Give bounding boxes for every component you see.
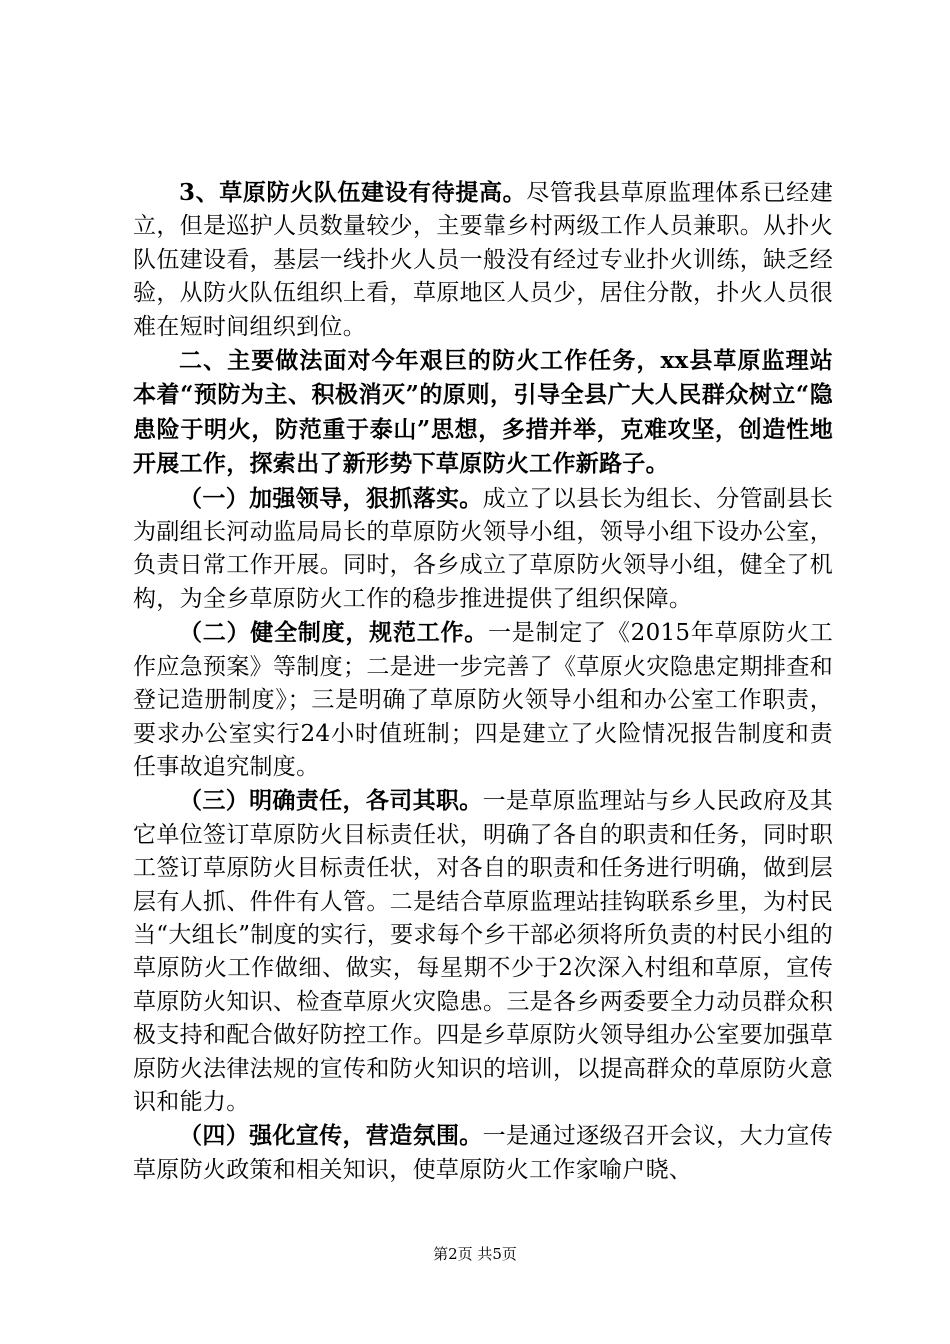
paragraph-text: 一是草原监理站与乡人民政府及其它单位签订草原防火目标责任状，明确了各自的职责和任务，同时职工签订草原防火目标责任状，对各自的职责和任务进行明确，做到层层有人抓、件件有人管。二是结合草原监理站挂钩联系乡里，为村民当“大组长”制度的实行，要求每个乡干部必须将所负责的村民小组的草原防火工作做细、做实，每星期不少于2次深入村组和草原，宣传草原防火知识、检查草原火灾隐患。三是各乡两委要全力动员群众积极支持和配合做好防控工作。四是乡草原防火领导组办公室要加强草原防火法律法规的宣传和防火知识的培训，以提高群众的草原防火意识和能力。 [133, 788, 833, 1115]
paragraph-main-practices [133, 344, 833, 482]
page-number-footer: 第2页 共5页 [433, 1245, 517, 1263]
paragraph-heading: （二）健全制度，规范工作。 [179, 619, 489, 647]
paragraph-text: 尽管我县草原监理体系已经建立，但是巡护人员数量较少，主要靠乡村两级工作人员兼职。从扑火队伍建设看，基层一线扑火人员一般没有经过专业扑火训练，缺乏经验，从防火队伍组织上看，草原地区人员少，居住分散，扑火人员很难在短时间组织到位。 [133, 180, 833, 340]
paragraph-heading: 二、主要做法面对今年艰巨的防火工作任务，xx县草原监理站本着“预防为主、积极消灭”的原则，引导全县广大人民群众树立“隐患险于明火，防范重于泰山”思想，多措并举，克难攻坚，创造性地开展工作，探索出了新形势下草原防火工作新路子。 [133, 347, 833, 478]
paragraph-heading: （四）强化宣传，营造氛围。 [179, 1122, 483, 1150]
paragraph-text: 成立了以县长为组长、分管副县长为副组长河动监局局长的草原防火领导小组，领导小组下设办公室，负责日常工作开展。同时，各乡成立了草原防火领导小组，健全了机构，为全乡草原防火工作的稳步推进提供了组织保障。 [133, 485, 833, 612]
document-body [133, 176, 833, 1187]
paragraph-text: 一是通过逐级召开会议，大力宣传草原防火政策和相关知识，使草原防火工作家喻户晓、 [133, 1123, 833, 1183]
paragraph-leadership [133, 482, 833, 617]
paragraph-responsibility [133, 784, 833, 1119]
paragraph-heading: 3、草原防火队伍建设有待提高。 [179, 179, 527, 206]
paragraph-publicity [133, 1119, 833, 1187]
paragraph-system [133, 616, 833, 784]
paragraph-heading: （三）明确责任，各司其职。 [179, 787, 483, 815]
paragraph-heading: （一）加强领导，狠抓落实。 [179, 484, 483, 512]
paragraph-team-building [133, 176, 833, 344]
paragraph-text: 一是制定了《2015年草原防火工作应急预案》等制度；二是进一步完善了《草原火灾隐患定期排查和登记造册制度》；三是明确了草原防火领导小组和办公室工作职责，要求办公室实行24小时值班制；四是建立了火险情况报告制度和责任事故追究制度。 [133, 620, 833, 780]
